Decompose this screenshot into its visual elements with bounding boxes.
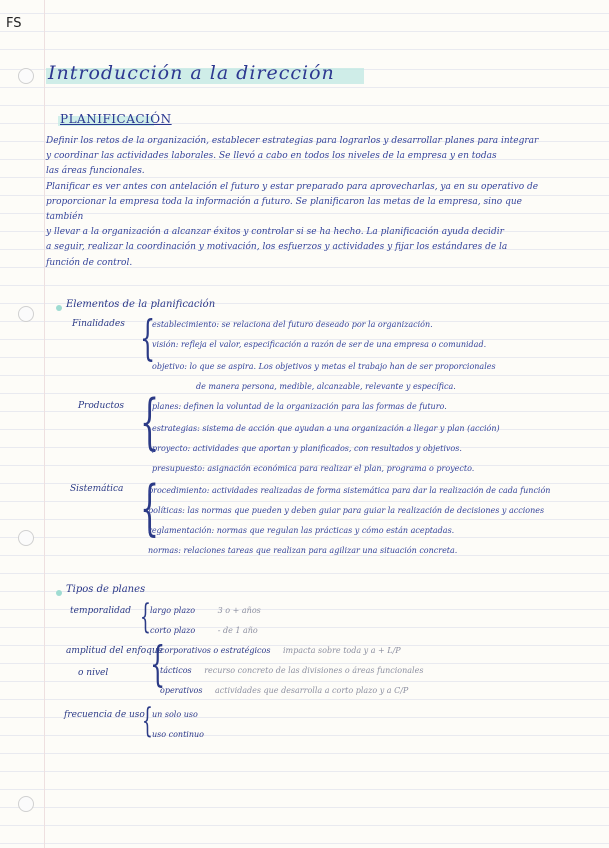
- item-key: corto plazo: [150, 626, 196, 635]
- group-label-2: o nivel: [78, 668, 109, 678]
- punch-hole: [18, 530, 34, 546]
- paragraph-line: a seguir, realizar la coordinación y motivación, los esfuerzos y actividades y fijar los estándares de la: [46, 242, 508, 253]
- paragraph-line: función de control.: [46, 257, 133, 268]
- section-title: PLANIFICACIÓN: [60, 112, 172, 126]
- list-item: [160, 646, 401, 655]
- types-heading: Tipos de planes: [66, 584, 146, 595]
- group-label: Finalidades: [72, 319, 125, 329]
- item-note: 3 o + años: [217, 606, 261, 615]
- item-note: recurso concreto de las divisiones o áreas funcionales: [204, 666, 424, 675]
- list-item: [150, 626, 258, 635]
- paragraph-line: y llevar a la organización a alcanzar éxitos y controlar si se ha hecho. La planificación ayuda decidir: [46, 227, 504, 238]
- list-item: [150, 606, 261, 615]
- paragraph-line: y coordinar las actividades laborales. Se llevó a cabo en todos los niveles de la empresa y en todas: [46, 151, 497, 162]
- bullet-dot: [56, 590, 62, 596]
- item-note: - de 1 año: [217, 626, 258, 635]
- list-item: proyecto: actividades que aportan y planificados, con resultados y objetivos.: [152, 444, 462, 453]
- paragraph-line: Planificar es ver antes con antelación el futuro y estar preparado para aprovecharlas, ya en su operativo de: [46, 181, 539, 192]
- list-item: estrategias: sistema de acción que ayudan a una organización a llegar y plan (acción): [152, 424, 500, 433]
- item-note: actividades que desarrolla a corto plazo y a C/P: [215, 686, 409, 695]
- item-key: operativos: [160, 686, 203, 695]
- list-item: [160, 686, 408, 695]
- brace-symbol: {: [140, 387, 160, 457]
- page-title: Introducción a la dirección: [48, 62, 335, 84]
- punch-hole: [18, 68, 34, 84]
- item-note: impacta sobre toda y a + L/P: [283, 646, 401, 655]
- list-item: [160, 666, 423, 675]
- group-label: Productos: [78, 401, 125, 411]
- punch-hole: [18, 306, 34, 322]
- group-label: Sistemática: [70, 484, 124, 494]
- list-item: reglamentación: normas que regulan las prácticas y cómo están aceptadas.: [148, 526, 455, 535]
- list-item: políticas: las normas que pueden y deben guiar para guiar la realización de decisiones y acciones: [148, 506, 545, 515]
- bullet-dot: [56, 305, 62, 311]
- brace-symbol: {: [140, 473, 160, 543]
- punch-hole: [18, 796, 34, 812]
- list-item: de manera persona, medible, alcanzable, relevante y específica.: [196, 382, 456, 391]
- item-key: corporativos o estratégicos: [160, 646, 271, 655]
- list-item: [152, 730, 204, 739]
- elements-heading: Elementos de la planificación: [66, 299, 216, 310]
- list-item: establecimiento: se relaciona del futuro deseado por la organización.: [152, 320, 433, 329]
- group-label: temporalidad: [70, 606, 131, 616]
- page-number: FS: [6, 16, 22, 31]
- intro-paragraph: [46, 134, 556, 271]
- list-item: normas: relaciones tareas que realizan para agilizar una situación concreta.: [148, 546, 458, 555]
- list-item: [152, 710, 198, 719]
- list-item: planes: definen la voluntad de la organización para las formas de futuro.: [152, 402, 447, 411]
- item-key: un solo uso: [152, 710, 198, 719]
- list-item: visión: refleja el valor, especificación a razón de ser de una empresa o comunidad.: [152, 340, 487, 349]
- group-label: amplitud del enfoque: [66, 646, 164, 656]
- item-key: uso continuo: [152, 730, 204, 739]
- brace-symbol: {: [140, 310, 156, 366]
- margin-line: [44, 0, 45, 848]
- brace-symbol: {: [150, 636, 166, 692]
- paragraph-line: proporcionar la empresa toda la información a futuro. Se planificaron las metas de la empresa, sino que también: [46, 196, 522, 223]
- list-item: presupuesto: asignación económica para realizar el plan, programa o proyecto.: [152, 464, 475, 473]
- list-item: objetivo: lo que se aspira. Los objetivos y metas el trabajo han de ser proporcionales: [152, 362, 496, 371]
- brace-symbol: {: [142, 701, 153, 741]
- item-key: tácticos: [160, 666, 192, 675]
- item-key: largo plazo: [150, 606, 196, 615]
- paragraph-line: Definir los retos de la organización, establecer estrategias para lograrlos y desarrollar planes para integrar: [46, 136, 539, 146]
- list-item: procedimiento: actividades realizadas de forma sistemática para dar la realización de cada función: [148, 486, 551, 495]
- paragraph-line: las áreas funcionales.: [46, 166, 145, 177]
- group-label: frecuencia de uso: [64, 710, 145, 720]
- brace-symbol: {: [140, 597, 151, 637]
